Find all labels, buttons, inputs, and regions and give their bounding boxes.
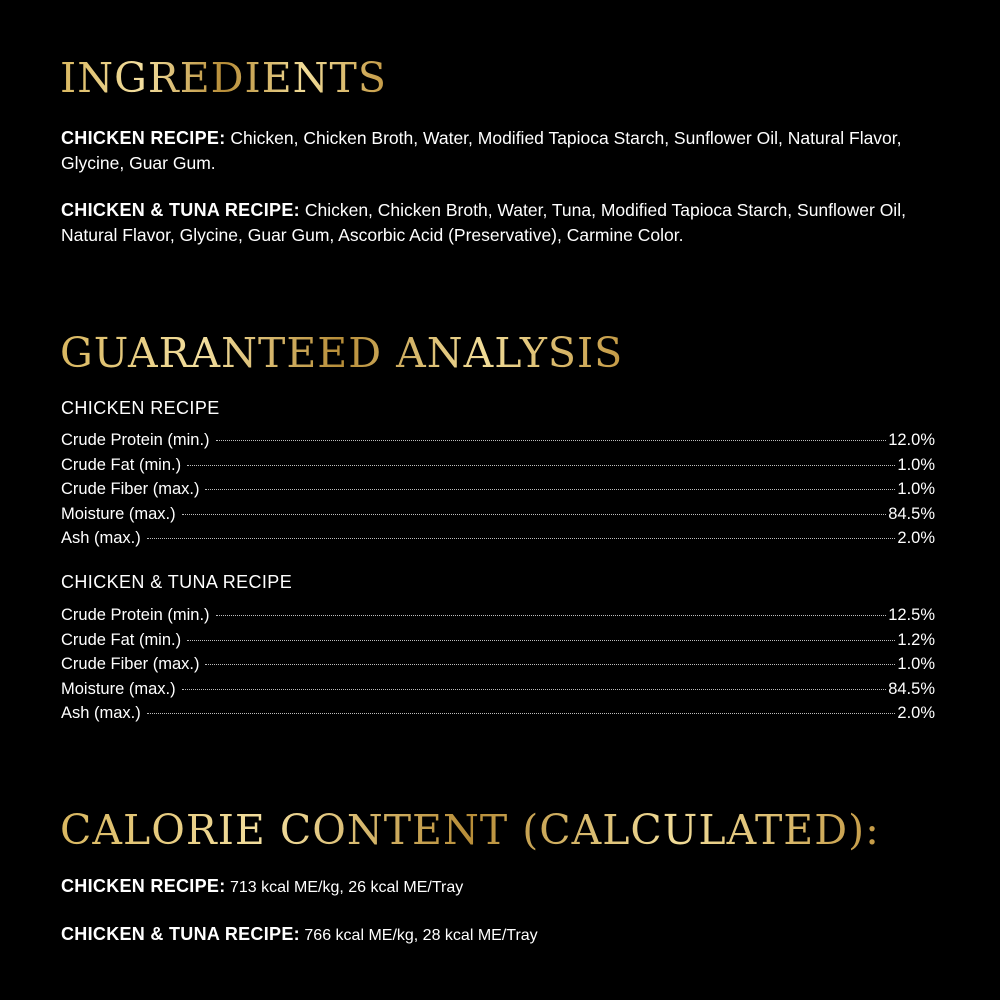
analysis-row — [61, 477, 935, 502]
analysis-row-label: Moisture (max.) — [61, 504, 176, 523]
analysis-row — [61, 526, 935, 551]
chicken-analysis-list — [61, 428, 935, 551]
tuna-analysis-title: CHICKEN & TUNA RECIPE — [61, 572, 293, 592]
dot-leader — [147, 538, 896, 539]
analysis-row-label: Crude Protein (min.) — [61, 606, 210, 624]
chicken-ingredients-label: CHICKEN RECIPE: — [61, 128, 226, 148]
analysis-row — [61, 628, 935, 653]
chicken-ingredients-text: Chicken, Chicken Broth, Water, Modified Tapioca Starch, Sunflower Oil, Natural Flavor, Glycine, Guar Gum. — [61, 128, 902, 173]
analysis-row — [61, 677, 935, 702]
dot-leader — [205, 489, 895, 490]
dot-leader — [182, 514, 887, 515]
analysis-row-value: 84.5% — [888, 679, 935, 698]
dot-leader — [205, 664, 895, 665]
analysis-row-label: Crude Fiber (max.) — [61, 480, 200, 498]
analysis-row-value: 1.0% — [897, 455, 935, 474]
analysis-row-label: Ash (max.) — [61, 704, 141, 722]
analysis-row — [61, 652, 935, 677]
tuna-ingredients-label: CHICKEN & TUNA RECIPE: — [61, 200, 300, 220]
dot-leader — [187, 465, 895, 466]
analysis-row-value: 84.5% — [888, 504, 935, 523]
analysis-row — [61, 428, 935, 453]
chicken-calorie-text: 713 kcal ME/kg, 26 kcal ME/Tray — [229, 879, 464, 896]
dot-leader — [216, 615, 887, 616]
analysis-row-label: Crude Fiber (max.) — [61, 655, 200, 673]
tuna-ingredients-text: Chicken, Chicken Broth, Water, Tuna, Modified Tapioca Starch, Sunflower Oil, Natural Flavor, Glycine, Guar Gum, Ascorbic Acid (Preservative), Carmine Color. — [61, 200, 906, 245]
analysis-row — [61, 603, 935, 628]
analysis-row-label: Ash (max.) — [61, 529, 141, 547]
tuna-calorie-label: CHICKEN & TUNA RECIPE: — [61, 924, 300, 944]
ingredients-heading: INGREDIENTS — [60, 54, 387, 102]
analysis-row-value: 2.0% — [897, 704, 935, 722]
chicken-ingredients — [61, 126, 946, 176]
analysis-row — [61, 453, 935, 478]
dot-leader — [216, 440, 887, 441]
dot-leader — [147, 713, 896, 714]
analysis-row — [61, 502, 935, 527]
analysis-row-value: 12.5% — [888, 606, 935, 624]
dot-leader — [187, 640, 895, 641]
tuna-calorie — [61, 923, 538, 947]
chicken-calorie-label: CHICKEN RECIPE: — [61, 876, 226, 896]
analysis-row-value: 1.0% — [897, 655, 935, 673]
analysis-row-label: Crude Fat (min.) — [61, 630, 182, 649]
chicken-analysis-title: CHICKEN RECIPE — [61, 398, 220, 418]
chicken-calorie — [61, 875, 463, 899]
dot-leader — [182, 689, 887, 690]
analysis-row — [61, 701, 935, 726]
analysis-row-value: 1.2% — [897, 630, 935, 649]
analysis-row-value: 2.0% — [897, 529, 935, 547]
tuna-analysis-list — [61, 603, 935, 726]
analysis-row-label: Moisture (max.) — [61, 679, 176, 698]
analysis-row-label: Crude Fat (min.) — [61, 455, 182, 474]
calorie-content-heading: CALORIE CONTENT (CALCULATED): — [60, 806, 880, 854]
analysis-row-value: 1.0% — [897, 480, 935, 498]
analysis-row-value: 12.0% — [888, 431, 935, 449]
analysis-row-label: Crude Protein (min.) — [61, 431, 210, 449]
guaranteed-analysis-heading: GUARANTEED ANALYSIS — [60, 329, 624, 377]
tuna-ingredients — [61, 198, 946, 248]
tuna-calorie-text: 766 kcal ME/kg, 28 kcal ME/Tray — [304, 927, 538, 944]
